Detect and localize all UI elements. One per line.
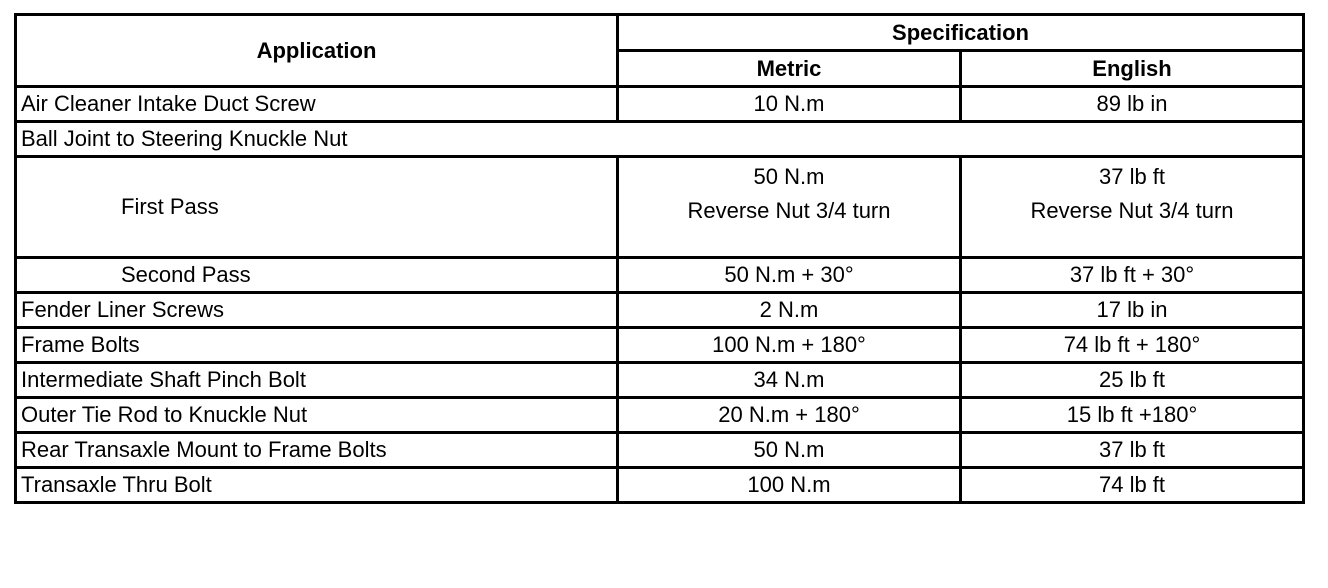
application-cell: Frame Bolts [16, 328, 618, 363]
table-row [16, 328, 1304, 363]
english-cell: 17 lb in [961, 293, 1304, 328]
english-value: 37 lb ft [1098, 164, 1166, 189]
table-row [16, 258, 1304, 293]
table-row [16, 157, 1304, 258]
application-group-cell: Ball Joint to Steering Knuckle Nut [16, 122, 1304, 157]
metric-cell: 100 N.m [618, 468, 961, 503]
metric-note: Reverse Nut 3/4 turn [687, 198, 891, 223]
table-row [16, 363, 1304, 398]
english-cell: 74 lb ft [961, 468, 1304, 503]
header-metric: Metric [618, 51, 961, 87]
english-cell: 89 lb in [961, 87, 1304, 122]
application-cell: First Pass [16, 157, 618, 258]
english-note: Reverse Nut 3/4 turn [1030, 198, 1234, 223]
metric-value: 50 N.m [753, 164, 825, 189]
metric-cell: 50 N.m + 30° [618, 258, 961, 293]
application-cell: Air Cleaner Intake Duct Screw [16, 87, 618, 122]
table-row [16, 293, 1304, 328]
table-row [16, 398, 1304, 433]
application-cell: Outer Tie Rod to Knuckle Nut [16, 398, 618, 433]
metric-cell: 34 N.m [618, 363, 961, 398]
english-cell: 15 lb ft +180° [961, 398, 1304, 433]
header-row [16, 15, 1304, 51]
metric-cell: 2 N.m [618, 293, 961, 328]
metric-cell: 100 N.m + 180° [618, 328, 961, 363]
english-cell: 37 lb ft [961, 433, 1304, 468]
table-row [16, 87, 1304, 122]
torque-spec-table [14, 13, 1305, 504]
table-row [16, 122, 1304, 157]
header-specification: Specification [618, 15, 1304, 51]
application-cell: Second Pass [16, 258, 618, 293]
english-cell [961, 157, 1304, 258]
metric-cell: 10 N.m [618, 87, 961, 122]
english-cell: 25 lb ft [961, 363, 1304, 398]
english-cell: 74 lb ft + 180° [961, 328, 1304, 363]
header-english: English [961, 51, 1304, 87]
table-row [16, 468, 1304, 503]
application-cell: Rear Transaxle Mount to Frame Bolts [16, 433, 618, 468]
application-cell: Intermediate Shaft Pinch Bolt [16, 363, 618, 398]
table-row [16, 433, 1304, 468]
english-cell: 37 lb ft + 30° [961, 258, 1304, 293]
metric-cell: 20 N.m + 180° [618, 398, 961, 433]
metric-cell: 50 N.m [618, 433, 961, 468]
application-cell: Transaxle Thru Bolt [16, 468, 618, 503]
application-cell: Fender Liner Screws [16, 293, 618, 328]
metric-cell [618, 157, 961, 258]
header-application: Application [16, 15, 618, 87]
